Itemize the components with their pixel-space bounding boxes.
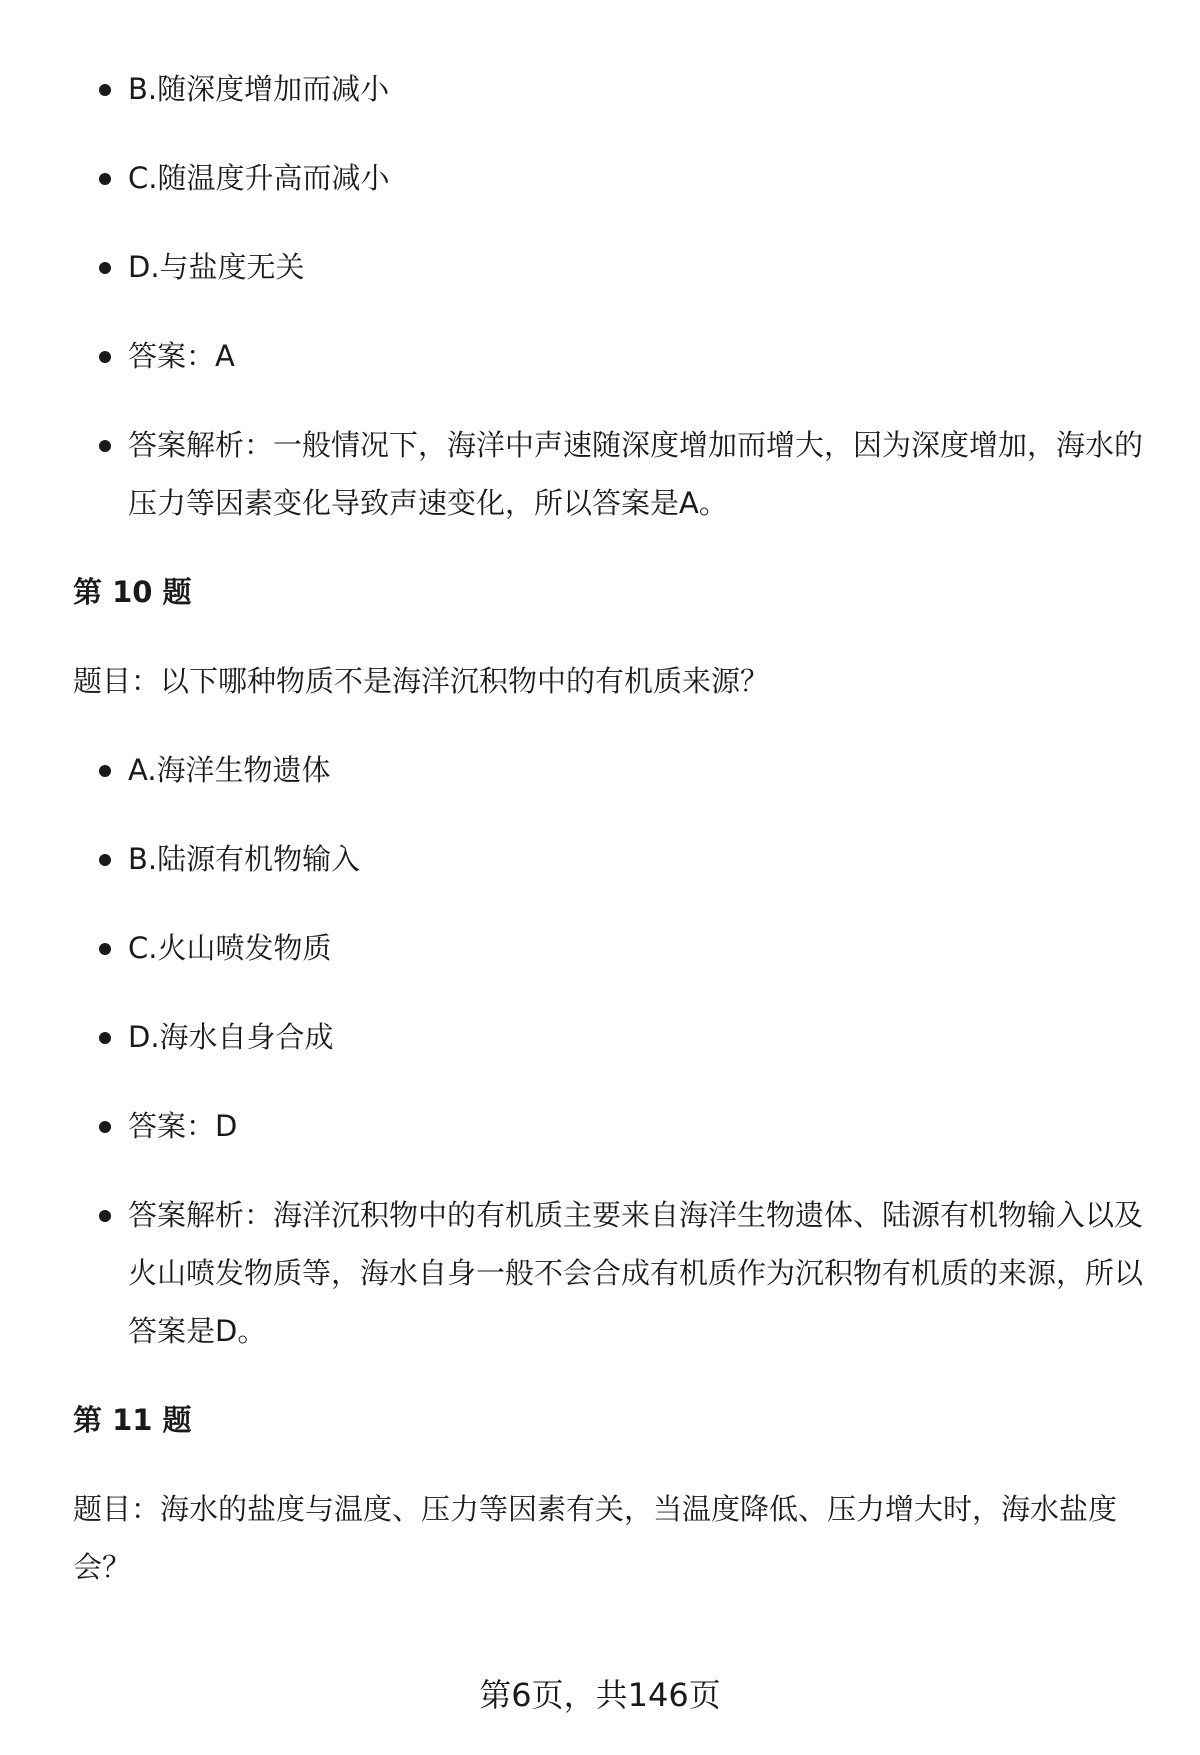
- page-footer: 第6页，共146页: [479, 1676, 721, 1714]
- question-11-prompt: 题目：海水的盐度与温度、压力等因素有关，当温度降低、压力增大时，海水盐度会？: [73, 1492, 1118, 1584]
- question-10-list: [73, 741, 1143, 1360]
- answer: 答案：D: [73, 1097, 1143, 1155]
- option-a: A.海洋生物遗体: [73, 741, 1143, 799]
- option-b: B.陆源有机物输入: [73, 830, 1143, 888]
- page-content: [73, 60, 1143, 1627]
- option-d: D.海水自身合成: [73, 1008, 1143, 1066]
- option-c: C.火山喷发物质: [73, 919, 1143, 977]
- answer-explanation: 答案解析：一般情况下，海洋中声速随深度增加而增大，因为深度增加，海水的压力等因素变化导致声速变化，所以答案是A。: [73, 416, 1143, 532]
- question-10-prompt: 题目：以下哪种物质不是海洋沉积物中的有机质来源？: [73, 664, 770, 698]
- option-b: B.随深度增加而减小: [73, 60, 1143, 118]
- option-c: C.随温度升高而减小: [73, 149, 1143, 207]
- answer-explanation: 答案解析：海洋沉积物中的有机质主要来自海洋生物遗体、陆源有机物输入以及火山喷发物质等，海水自身一般不会合成有机质作为沉积物有机质的来源，所以答案是D。: [73, 1186, 1143, 1360]
- question-10-heading: 第 10 题: [73, 575, 192, 609]
- option-d: D.与盐度无关: [73, 238, 1143, 296]
- answer: 答案：A: [73, 327, 1143, 385]
- question-11-heading: 第 11 题: [73, 1403, 192, 1437]
- prev-question-list: [73, 60, 1143, 532]
